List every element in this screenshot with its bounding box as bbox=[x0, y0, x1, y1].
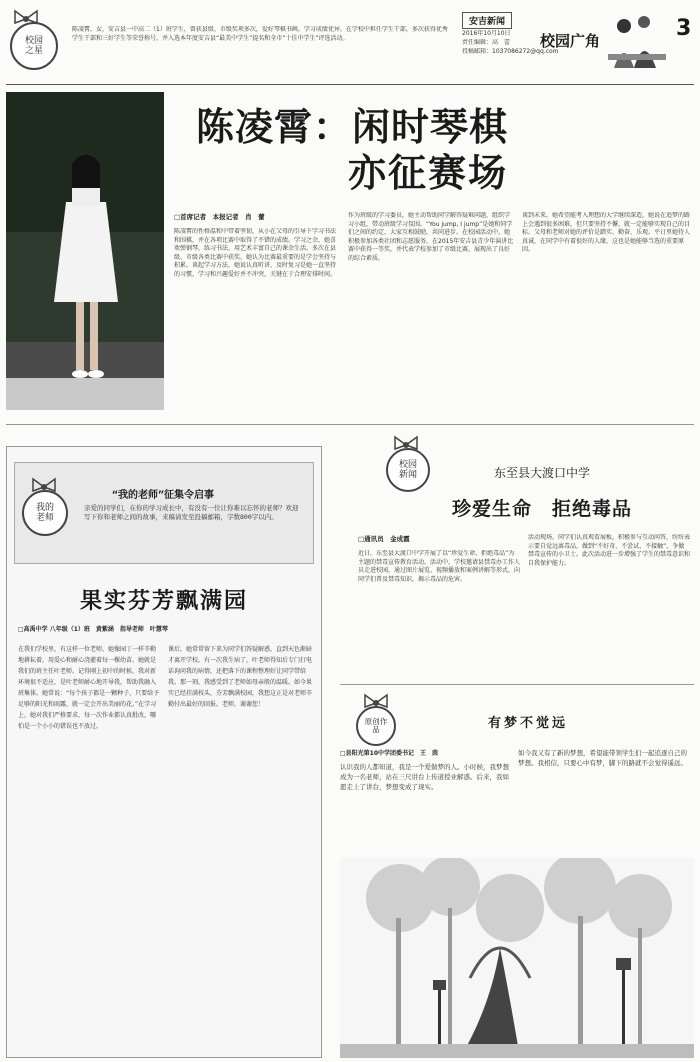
teacher-badge-label: 我的老师 bbox=[35, 503, 54, 523]
bow-icon bbox=[12, 8, 40, 30]
news-title: 珍爱生命 拒绝毒品 bbox=[452, 498, 633, 520]
essay-badge-label: 原创作品 bbox=[364, 717, 388, 734]
essay-title: 有梦不觉远 bbox=[488, 716, 569, 731]
news-col2: 活动现场，同学们认真观看展板，积极参与互动问答，纷纷表示要自觉远离毒品，做到“不好奇、不尝试、不接触”，争做禁毒宣传的小卫士。此次活动进一步增强了学生的禁毒意识和自我保护能力。 bbox=[528, 534, 690, 567]
essay-col1: 认识我的人都知道，我是一个爱做梦的人。小时候，我梦想成为一名老师，站在三尺讲台上传道授业解惑。后来，我如愿走上了讲台，梦想变成了现实。 bbox=[340, 763, 509, 791]
header-paper-name: 安吉新闻 bbox=[462, 12, 512, 29]
news-col1: 近日，东至县大渡口中学开展了以“珍爱生命，拒绝毒品”为主题的禁毒宣传教育活动。活动中，学校邀请县禁毒办工作人员走进校园，通过图片展览、视频播放和案例讲解等形式，向同学们普及禁毒知识，揭示毒品的危害。 bbox=[358, 550, 520, 583]
teacher-article-byline: □高禹中学 八年级（1）班 黄紫涵 指导老师 叶慧琴 bbox=[18, 626, 168, 633]
top-story-divider bbox=[6, 424, 694, 425]
header-divider bbox=[6, 84, 694, 85]
news-school: 东至县大渡口中学 bbox=[494, 466, 591, 480]
header-intro: 陈凌霄，女，安吉县一中高二（1）班学生，曾获县级、市级奖项多次，爱好琴棋书画，学习成绩优异。在学校中担任学生干部，多次获得优秀学生干部和三好学生等荣誉称号，并入选本年度安吉县“最美中学生”提名和全市“十佳中学生”评选活动。 bbox=[72, 26, 448, 42]
top-story-col2: 作为班级的学习委员，她主动帮助同学解答疑难问题，组织学习小组，带动班级学习氛围。“You jump, I jump”是她和同学们之间的约定，大家互相鼓励，共同进步。在校园活动中，她积极参加各类社团和志愿服务，在2015年安吉县青少年演讲比赛中获得一等奖，并代表学校参加了市级比赛，展现出了良好的综合素质。 bbox=[348, 212, 514, 262]
teacher-banner-title: “我的老师”征集令启事 bbox=[112, 490, 215, 501]
section-title: 校园广角 bbox=[540, 32, 601, 50]
top-story-col3: 谈到未来，她希望能考入理想的大学继续深造，她说在追梦的路上会遇到很多困难，但只要坚持不懈，就一定能够实现自己的目标。父母和老师对她的评价是踏实、勤奋、乐观。平日里她待人真诚，在同学中有着很好的人缘，这也是她能够当选的重要原因。 bbox=[522, 212, 690, 254]
kids-illustration bbox=[606, 10, 668, 70]
page-number: 3 bbox=[676, 16, 692, 41]
news-divider bbox=[340, 684, 694, 685]
header-editor: 责任编辑：高 蕾 bbox=[462, 39, 511, 46]
header-email: 投稿邮箱：1037086272@qq.com bbox=[462, 48, 559, 55]
top-story-title-line2: 亦征赛场 bbox=[348, 150, 509, 195]
top-story-title-line1: 陈凌霄：闲时琴棋 bbox=[196, 104, 509, 149]
student-photo bbox=[6, 92, 164, 410]
bow-icon bbox=[30, 476, 58, 498]
teacher-article-title: 果实芬芳飘满园 bbox=[80, 588, 249, 614]
bow-icon bbox=[362, 692, 390, 714]
header-badge-label: 校园之星 bbox=[24, 36, 43, 56]
teacher-banner-body: 亲爱的同学们，在你的学习成长中，有没有一位让你难以忘怀的老师？欢迎写下你和老师之间的故事，来稿请发至投稿邮箱，字数800字以内。 bbox=[84, 504, 299, 521]
top-story-col1: 陈凌霄的性格温和中带着坚韧，从小在父母的引导下学习书法和围棋，并在各项比赛中取得了不错的成绩。学习之余，她喜欢弹钢琴，练习书法，用艺术丰富自己的课余生活。多次在县级、市级各类比赛中获奖，她认为比赛最重要的是学会坚持与积累。谈起学习方法，她说认真听讲、及时复习是她一直坚持的习惯，学习和兴趣爱好并不冲突，关键在于合理安排时间。 bbox=[174, 228, 337, 278]
header-date: 2016年10月10日 bbox=[462, 30, 511, 37]
essay-col2: 如今我又有了新的梦想，希望能带领学生们一起追逐自己的梦想。我相信，只要心中有梦，脚下的路就不会觉得遥远。 bbox=[518, 749, 687, 767]
teacher-article-col1: 在我们学校里，有这样一位老师，她像园丁一样辛勤地耕耘着，用爱心和耐心浇灌着每一棵幼苗。她就是我们的班主任叶老师。记得刚上初中的时候，我对新环境很不适应，是叶老师耐心地开导我，帮助我融入班集体。她常说：“每个孩子都是一颗种子，只要给予足够的阳光和雨露，就一定会开出美丽的花。”在学习上，她对我们严格要求，每一次作业都认真批改，哪怕是一个小小的错误也不放过。 bbox=[18, 646, 160, 730]
top-story-byline: □首席记者 本报记者 肖 蕾 bbox=[174, 213, 265, 221]
essay-byline: □县阳光第10中学团委书记 王 茵 bbox=[340, 750, 439, 757]
bow-icon bbox=[392, 434, 420, 456]
news-badge-label: 校园新闻 bbox=[398, 460, 417, 480]
teacher-article-col2: 课后，她常常留下来为同学们答疑解惑，直到天色渐暗才离开学校。有一次我生病了，叶老师得知后专门打电话询问我的病情，还把落下的课程整理好让同学带给我。那一刻，我感受到了老师如母亲般的温暖。如今果实已经挂满枝头，芬芳飘满校园，我想这正是对老师辛勤付出最好的回报。老师，谢谢您！ bbox=[168, 646, 313, 708]
news-byline: □通讯员 金成霞 bbox=[358, 535, 410, 543]
park-illustration bbox=[340, 858, 694, 1058]
